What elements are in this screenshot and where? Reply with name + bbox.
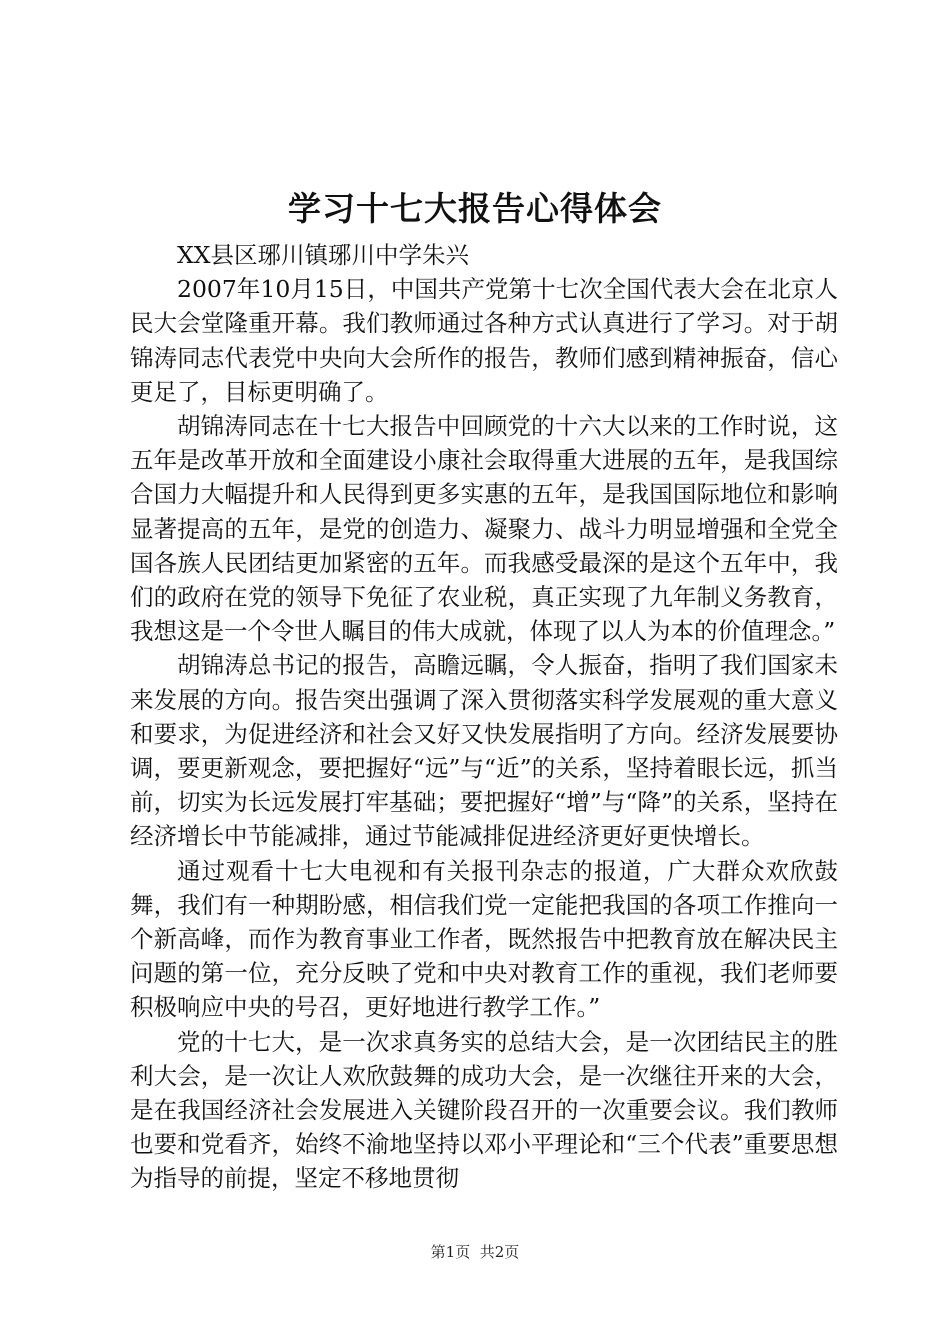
- page-total: 共2页: [479, 1243, 520, 1261]
- author-line: XX县区琊川镇琊川中学朱兴: [177, 241, 469, 269]
- document-body: [130, 238, 838, 1196]
- paragraph: 胡锦涛同志在十七大报告中回顾党的十六大以来的工作时说，这五年是改革开放和全面建设小康社会取得重大进展的五年，是我国综合国力大幅提升和人民得到更多实惠的五年，是我国国际地位和影响显著提高的五年，是党的创造力、凝聚力、战斗力明显增强和全党全国各族人民团结更加紧密的五年。而我感受最深的是这个五年中，我们的政府在党的领导下免征了农业税，真正实现了九年制义务教育，我想这是一个令世人瞩目的伟大成就，体现了以人为本的价值理念。”: [130, 412, 838, 646]
- page-number: 第1页: [430, 1243, 471, 1261]
- paragraph: 2007年10月15日，中国共产党第十七次全国代表大会在北京人民大会堂隆重开幕。我们教师通过各种方式认真进行了学习。对于胡锦涛同志代表党中央向大会所作的报告，教师们感到精神振奋，信心更足了，目标更明确了。: [130, 275, 838, 406]
- paragraph: 胡锦涛总书记的报告，高瞻远瞩，令人振奋，指明了我们国家未来发展的方向。报告突出强调了深入贯彻落实科学发展观的重大意义和要求，为促进经济和社会又好又快发展指明了方向。经济发展要协调，要更新观念，要把握好“远”与“近”的关系，坚持着眼长远，抓当前，切实为长远发展打牢基础；要把握好“增”与“降”的关系，坚持在经济增长中节能减排，通过节能减排促进经济更好更快增长。: [130, 651, 838, 851]
- paragraph: 党的十七大，是一次求真务实的总结大会，是一次团结民主的胜利大会，是一次让人欢欣鼓舞的成功大会，是一次继往开来的大会，是在我国经济社会发展进入关键阶段召开的一次重要会议。我们教师也要和党看齐，始终不渝地坚持以邓小平理论和“三个代表”重要思想为指导的前提，坚定不移地贯彻: [130, 1027, 838, 1193]
- paragraph: 通过观看十七大电视和有关报刊杂志的报道，广大群众欢欣鼓舞，我们有一种期盼感，相信我们党一定能把我国的各项工作推向一个新高峰，而作为教育事业工作者，既然报告中把教育放在解决民主问题的第一位，充分反映了党和中央对教育工作的重视，我们老师要积极响应中央的号召，更好地进行教学工作。”: [130, 856, 838, 1022]
- document-title: 学习十七大报告心得体会: [288, 189, 662, 228]
- page-footer: [0, 1240, 950, 1264]
